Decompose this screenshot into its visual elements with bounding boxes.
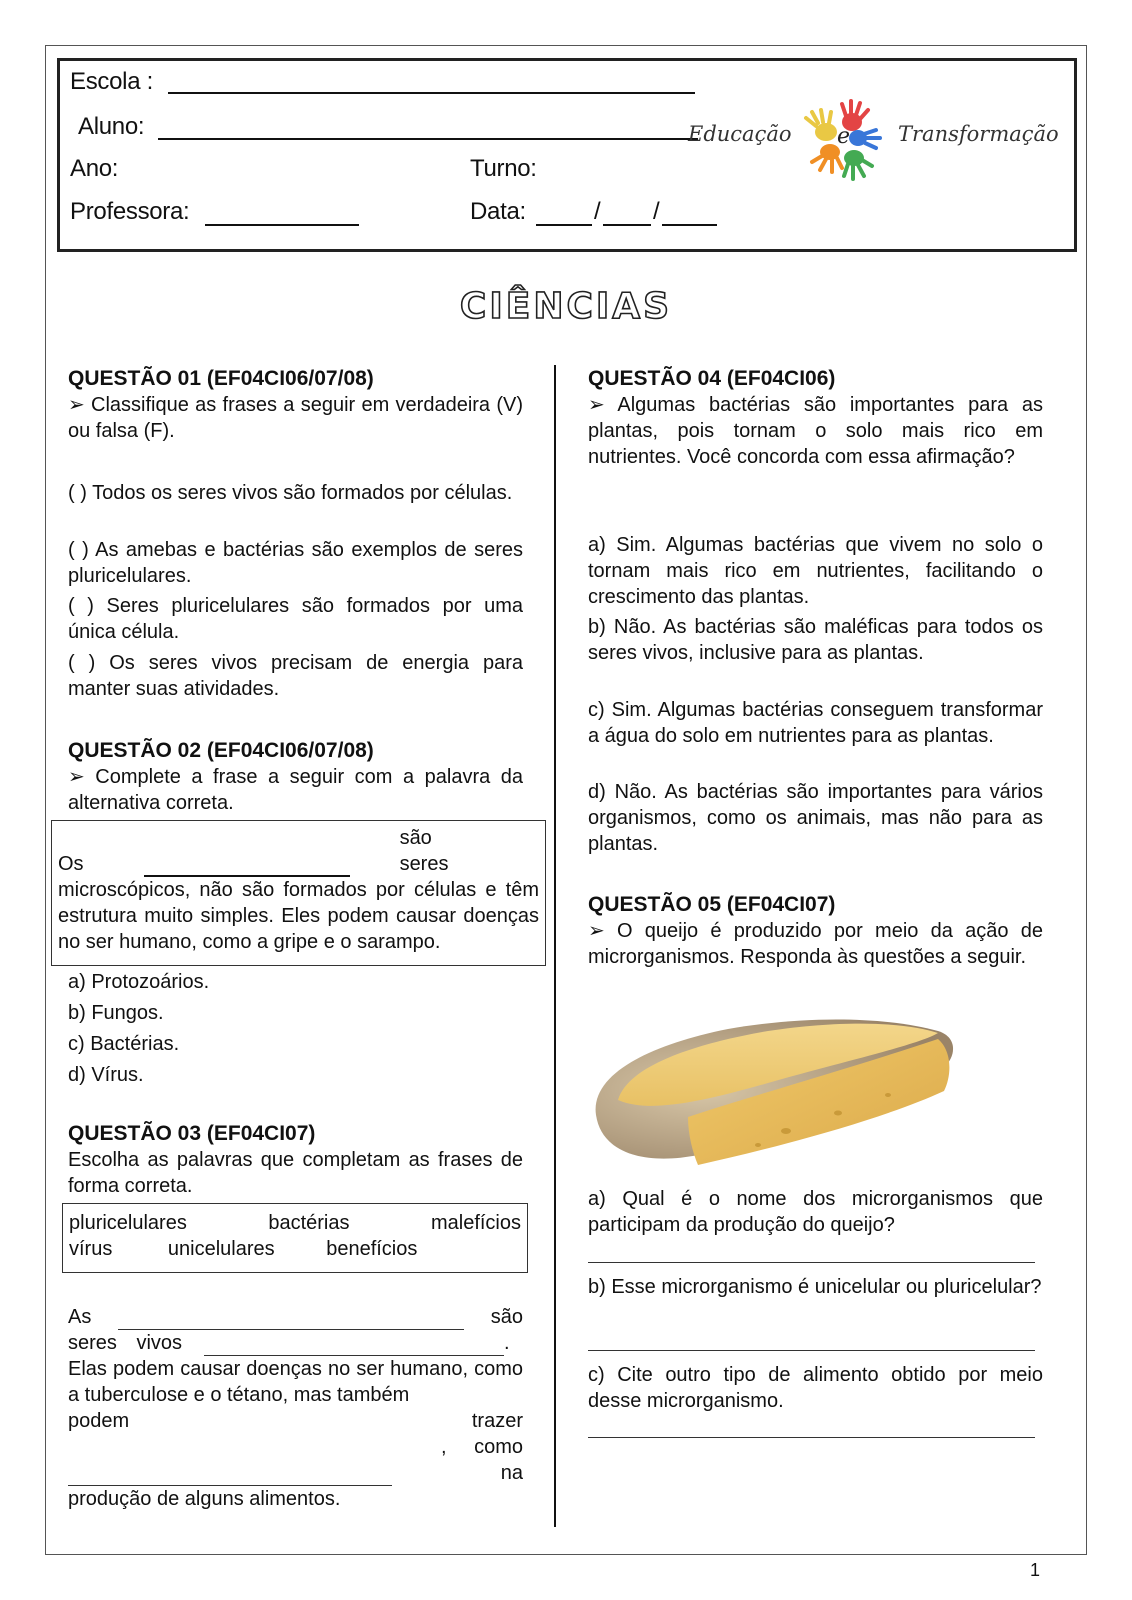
question-02 [68, 738, 523, 816]
question-05 [588, 892, 1043, 970]
q2-blank[interactable] [144, 849, 350, 877]
escola-label: Escola : [70, 68, 153, 95]
q2-option[interactable]: b) Fungos. [68, 1002, 164, 1024]
q4-heading: QUESTÃO 04 (EF04CI06) [588, 367, 836, 390]
logo-e: e [837, 124, 851, 149]
q1-item: ( ) Todos os seres vivos são formados por células. [68, 482, 513, 504]
logo-text-left: Educação [688, 122, 792, 146]
q3-heading: QUESTÃO 03 (EF04CI07) [68, 1122, 316, 1145]
q5-answer-line-a[interactable] [588, 1262, 1035, 1263]
ano-label: Ano: [70, 155, 119, 182]
q1-item: ( ) Os seres vivos precisam de energia para manter suas atividades. [68, 652, 523, 700]
data-day-line[interactable] [536, 224, 592, 226]
q4-option[interactable]: c) Sim. Algumas bactérias conseguem transformar a água do solo em nutrientes para as plantas. [588, 699, 1043, 747]
q3-text-as: As [68, 1306, 92, 1328]
q3-blank-1[interactable] [118, 1311, 464, 1330]
q3-word: unicelulares [167, 1238, 275, 1260]
q3-word: pluricelulares [69, 1212, 187, 1234]
data-month-line[interactable] [603, 224, 651, 226]
page-number: 1 [1030, 1560, 1041, 1580]
logo [688, 96, 1076, 184]
q2-heading: QUESTÃO 02 (EF04CI06/07/08) [68, 739, 374, 762]
q4-option[interactable]: a) Sim. Algumas bactérias que vivem no solo o tornam mais rico em nutrientes, facilitando o crescimento das plantas. [588, 534, 1043, 608]
q3-fill-text [68, 1304, 523, 1512]
q2-prompt: ➢ Complete a frase a seguir com a palavra da alternativa correta. [68, 766, 523, 814]
question-04 [588, 366, 1043, 470]
professora-line[interactable] [205, 224, 359, 226]
q2-box-rest: microscópicos, não são formados por células e têm estrutura muito simples. Eles podem causar doenças no ser humano, como a gripe e o sarampo. [58, 879, 539, 953]
q1-item: ( ) As amebas e bactérias são exemplos de seres pluricelulares. [68, 539, 523, 587]
q5-question-c: c) Cite outro tipo de alimento obtido por meio desse microrganismo. [588, 1364, 1043, 1412]
q2-option[interactable]: d) Vírus. [68, 1064, 144, 1086]
q3-text-end: produção de alguns alimentos. [68, 1488, 341, 1510]
q5-heading: QUESTÃO 05 (EF04CI07) [588, 893, 836, 916]
q2-box-start: Os [58, 853, 84, 875]
q2-options [68, 967, 523, 1091]
data-slash: / [653, 198, 660, 225]
q3-text-body: Elas podem causar doenças no ser humano, como a tuberculose e o tétano, mas também [68, 1358, 523, 1406]
data-slash: / [594, 198, 601, 225]
column-divider [554, 365, 556, 1527]
q3-blank-3[interactable] [68, 1467, 392, 1486]
q3-text-podem: podem [68, 1410, 130, 1432]
q4-option[interactable]: b) Não. As bactérias são maléficas para todos os seres vivos, inclusive para as plantas. [588, 616, 1043, 664]
escola-line[interactable] [168, 92, 695, 94]
q3-text-trazer: trazer [471, 1410, 523, 1432]
q3-text-seres: seres vivos [68, 1332, 183, 1354]
data-label: Data: [470, 198, 526, 225]
q5-prompt: ➢ O queijo é produzido por meio da ação de microrganismos. Responda às questões a seguir. [588, 920, 1043, 968]
q3-words-row [69, 1236, 521, 1262]
q5-answer-line-c[interactable] [588, 1437, 1035, 1438]
q5-question-b: b) Esse microrganismo é unicelular ou pluricelular? [588, 1276, 1042, 1298]
aluno-label: Aluno: [78, 113, 145, 140]
q1-item: ( ) Seres pluricelulares são formados por uma única célula. [68, 595, 523, 643]
question-01 [68, 366, 523, 444]
logo-text-right: Transformação [898, 122, 1059, 146]
q3-word-box [62, 1203, 528, 1273]
q3-word: vírus [69, 1238, 113, 1260]
q2-option[interactable]: a) Protozoários. [68, 971, 210, 993]
q5-question-a: a) Qual é o nome dos microrganismos que participam da produção do queijo? [588, 1188, 1043, 1236]
data-year-line[interactable] [662, 224, 717, 226]
q2-text-box [51, 820, 546, 966]
q5-answer-line-b[interactable] [588, 1350, 1035, 1351]
q1-heading: QUESTÃO 01 (EF04CI06/07/08) [68, 367, 374, 390]
q3-text-dot: . [504, 1332, 510, 1354]
hands-logo-icon [796, 96, 886, 184]
q1-prompt: ➢ Classifique as frases a seguir em verdadeira (V) ou falsa (F). [68, 394, 523, 442]
professora-label: Professora: [70, 198, 190, 225]
q4-prompt: ➢ Algumas bactérias são importantes para as plantas, pois tornam o solo mais rico em nutrientes. Você concorda com essa afirmação? [588, 394, 1043, 468]
q3-word: benefícios [326, 1238, 418, 1260]
q2-box-mid: são seres [399, 827, 449, 875]
turno-label: Turno: [470, 155, 537, 182]
q4-option[interactable]: d) Não. As bactérias são importantes para vários organismos, como os animais, mas não para as plantas. [588, 781, 1043, 855]
aluno-line[interactable] [158, 138, 698, 140]
q3-word: bactérias [268, 1212, 350, 1234]
q3-text-como: , como na [440, 1436, 523, 1484]
page-title: CIÊNCIAS [459, 286, 673, 327]
question-03 [68, 1121, 523, 1199]
q3-blank-2[interactable] [204, 1337, 504, 1356]
q3-prompt: Escolha as palavras que completam as frases de forma correta. [68, 1149, 523, 1197]
q3-word: malefícios [430, 1212, 521, 1234]
q3-words-row [69, 1210, 521, 1236]
cheese-image [588, 1005, 968, 1175]
q2-option[interactable]: c) Bactérias. [68, 1033, 180, 1055]
q3-text-sao: são [490, 1306, 523, 1328]
